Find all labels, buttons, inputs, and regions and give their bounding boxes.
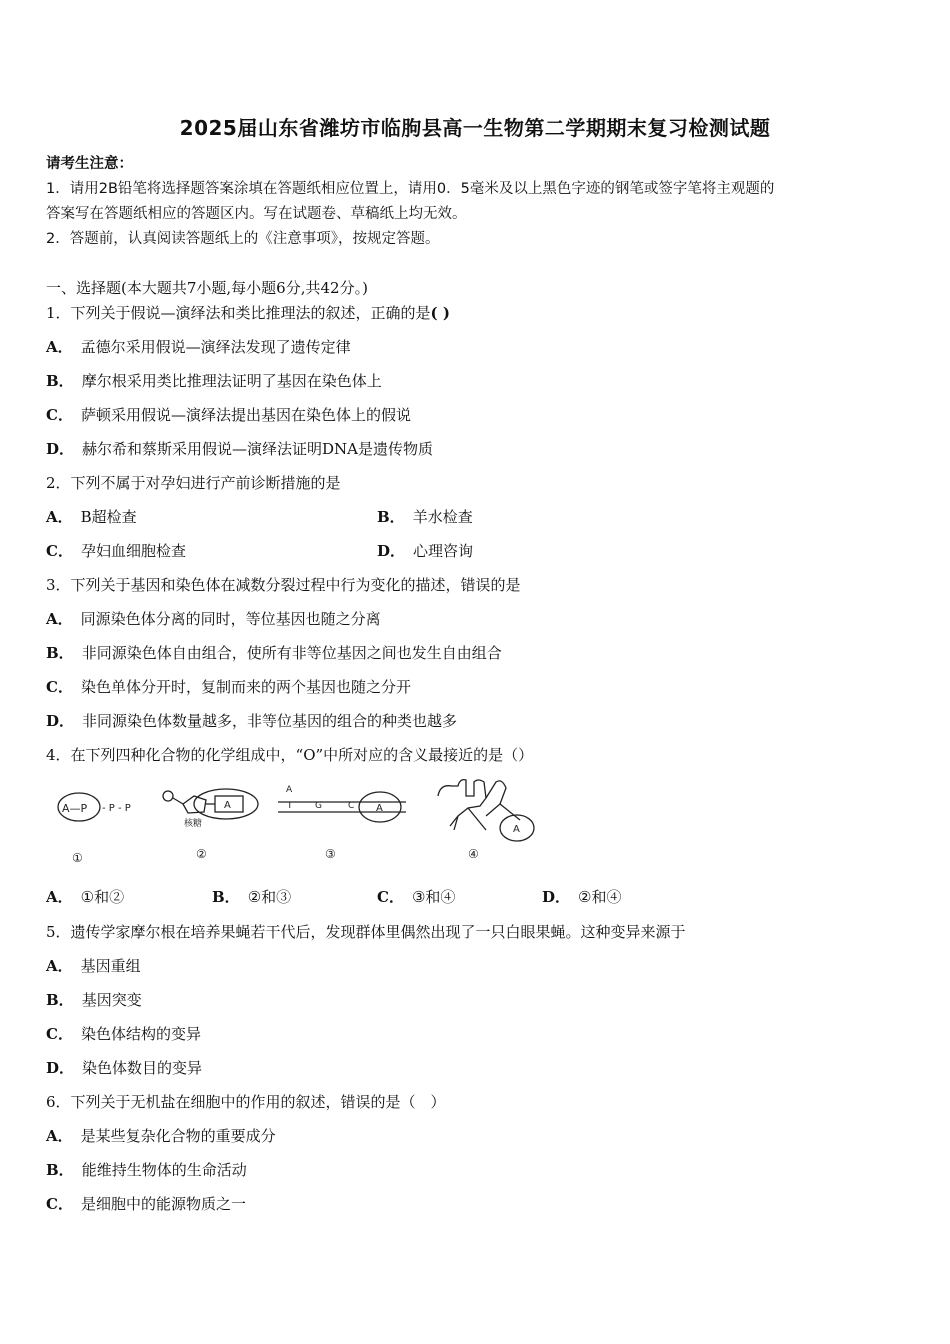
- option-text: ①和②: [80, 888, 125, 906]
- option-label: D．: [46, 712, 75, 730]
- trna-diagram: [438, 780, 534, 841]
- diagram-numeral: ④: [468, 847, 479, 861]
- option-text: 心理咨询: [413, 542, 474, 560]
- option-label: B．: [46, 644, 74, 662]
- option-label: B．: [46, 1161, 74, 1179]
- question-2-stem: 2．下列不属于对孕妇进行产前诊断措施的是: [46, 474, 341, 492]
- question-6-option-b[interactable]: [46, 1159, 247, 1180]
- notice-item-1-line-1: 1．请用2B铅笔将选择题答案涂填在答题纸相应位置上，请用0．5毫米及以上黑色字迹的钢笔或签字笔将主观题的: [46, 181, 775, 197]
- option-text: 是某些复杂化合物的重要成分: [80, 1127, 276, 1145]
- strand-letter: C: [348, 801, 355, 811]
- option-label: C．: [46, 406, 73, 424]
- option-label: A．: [46, 957, 73, 975]
- option-label: A．: [46, 610, 73, 628]
- option-text: 染色单体分开时，复制而来的两个基因也随之分开: [80, 678, 411, 696]
- option-text: 赫尔希和蔡斯采用假说—演绎法证明DNA是遗传物质: [82, 440, 434, 458]
- circle-letter: A: [376, 803, 383, 814]
- option-label: B．: [377, 508, 405, 526]
- option-text: 染色体数目的变异: [82, 1059, 203, 1077]
- option-label: C．: [46, 1195, 73, 1213]
- question-3-stem: 3．下列关于基因和染色体在减数分裂过程中行为变化的描述，错误的是: [46, 576, 521, 594]
- question-6-option-a[interactable]: [46, 1125, 276, 1146]
- strand-letter: G: [315, 801, 322, 811]
- question-3-option-b[interactable]: [46, 642, 502, 663]
- strand-letter: A: [286, 785, 293, 795]
- question-4-stem: 4．在下列四种化合物的化学组成中，“O”中所对应的含义最接近的是（）: [46, 746, 534, 764]
- compound-diagrams: [50, 776, 550, 868]
- question-2-option-c[interactable]: [46, 540, 186, 561]
- dna-strand-diagram: [278, 785, 406, 822]
- question-5-option-b[interactable]: [46, 989, 142, 1010]
- notice-heading: 请考生注意：: [46, 156, 133, 172]
- question-6-option-c[interactable]: [46, 1193, 246, 1214]
- strand-letter: T: [287, 801, 293, 811]
- ribose-label: 核糖: [184, 819, 203, 829]
- question-4-option-a[interactable]: [46, 886, 124, 907]
- option-text: ②和④: [578, 888, 622, 906]
- option-text: B超检查: [80, 508, 137, 526]
- atp-diagram: [58, 793, 131, 821]
- question-2-option-b[interactable]: [377, 506, 473, 527]
- question-1-option-c[interactable]: [46, 404, 411, 425]
- option-label: A．: [46, 338, 73, 356]
- question-5-option-d[interactable]: [46, 1057, 202, 1078]
- option-label: D．: [46, 440, 75, 458]
- option-label: A．: [46, 1127, 73, 1145]
- question-1-option-a[interactable]: [46, 336, 351, 357]
- question-4-option-c[interactable]: [377, 886, 455, 907]
- option-label: C．: [46, 678, 73, 696]
- option-label: C．: [377, 888, 404, 906]
- question-5-stem: 5．遗传学家摩尔根在培养果蝇若干代后，发现群体里偶然出现了一只白眼果蝇。这种变异来源于: [46, 923, 686, 941]
- question-2-option-d[interactable]: [377, 540, 473, 561]
- question-4-option-b[interactable]: [212, 886, 291, 907]
- question-5-option-a[interactable]: [46, 955, 141, 976]
- section-heading: 一、选择题(本大题共7小题,每小题6分,共42分。): [46, 279, 368, 297]
- option-label: D．: [542, 888, 571, 906]
- phosphate-symbol: [163, 791, 173, 801]
- atp-phosphate-tail: - P - P: [102, 803, 131, 814]
- option-text: 是细胞中的能源物质之一: [80, 1195, 246, 1213]
- option-text: 染色体结构的变异: [80, 1025, 201, 1043]
- page-title: 2025届山东省潍坊市临朐县高一生物第二学期期末复习检测试题: [179, 116, 771, 140]
- nucleotide-diagram: [163, 789, 258, 829]
- question-3-option-d[interactable]: [46, 710, 457, 731]
- option-text: 萨顿采用假说—演绎法提出基因在染色体上的假说: [80, 406, 411, 424]
- question-1-text: 1．下列关于假说—演绎法和类比推理法的叙述，正确的是: [46, 304, 431, 322]
- diagram-numeral: ③: [325, 847, 336, 861]
- option-label: B．: [46, 991, 74, 1009]
- option-text: 非同源染色体数量越多，非等位基因的组合的种类也越多: [82, 712, 458, 730]
- question-1-option-b[interactable]: [46, 370, 382, 391]
- option-text: ③和④: [411, 888, 456, 906]
- question-4-option-d[interactable]: [542, 886, 621, 907]
- option-label: C．: [46, 542, 73, 560]
- question-1-paren: ( ): [430, 304, 450, 322]
- question-1-option-d[interactable]: [46, 438, 433, 459]
- option-text: 基因重组: [80, 957, 141, 975]
- diagram-numeral: ②: [196, 847, 207, 861]
- circle-letter: A: [513, 824, 520, 835]
- option-text: 同源染色体分离的同时，等位基因也随之分离: [80, 610, 381, 628]
- question-3-option-c[interactable]: [46, 676, 411, 697]
- option-text: 非同源染色体自由组合，使所有非等位基因之间也发生自由组合: [81, 644, 502, 662]
- question-2-option-a[interactable]: [46, 506, 137, 527]
- option-text: 羊水检查: [412, 508, 473, 526]
- atp-circle-text: A—P: [62, 802, 88, 815]
- option-label: C．: [46, 1025, 73, 1043]
- option-label: B．: [212, 888, 240, 906]
- notice-item-1-line-2: 答案写在答题纸相应的答题区内。写在试题卷、草稿纸上均无效。: [46, 206, 467, 222]
- question-3-option-a[interactable]: [46, 608, 381, 629]
- question-1-stem: [46, 302, 450, 323]
- option-label: A．: [46, 888, 73, 906]
- option-text: 摩尔根采用类比推理法证明了基因在染色体上: [81, 372, 382, 390]
- option-text: ②和③: [247, 888, 292, 906]
- option-label: B．: [46, 372, 74, 390]
- circle-letter: A: [224, 800, 231, 811]
- option-label: D．: [377, 542, 406, 560]
- question-5-option-c[interactable]: [46, 1023, 201, 1044]
- option-text: 能维持生物体的生命活动: [81, 1161, 247, 1179]
- option-text: 孕妇血细胞检查: [80, 542, 186, 560]
- question-6-stem: 6．下列关于无机盐在细胞中的作用的叙述，错误的是（ ）: [46, 1093, 446, 1111]
- option-label: D．: [46, 1059, 75, 1077]
- option-text: 基因突变: [81, 991, 142, 1009]
- option-text: 孟德尔采用假说—演绎法发现了遗传定律: [80, 338, 351, 356]
- diagram-numeral: ①: [72, 851, 83, 865]
- option-label: A．: [46, 508, 73, 526]
- notice-item-2: 2．答题前，认真阅读答题纸上的《注意事项》，按规定答题。: [46, 231, 440, 247]
